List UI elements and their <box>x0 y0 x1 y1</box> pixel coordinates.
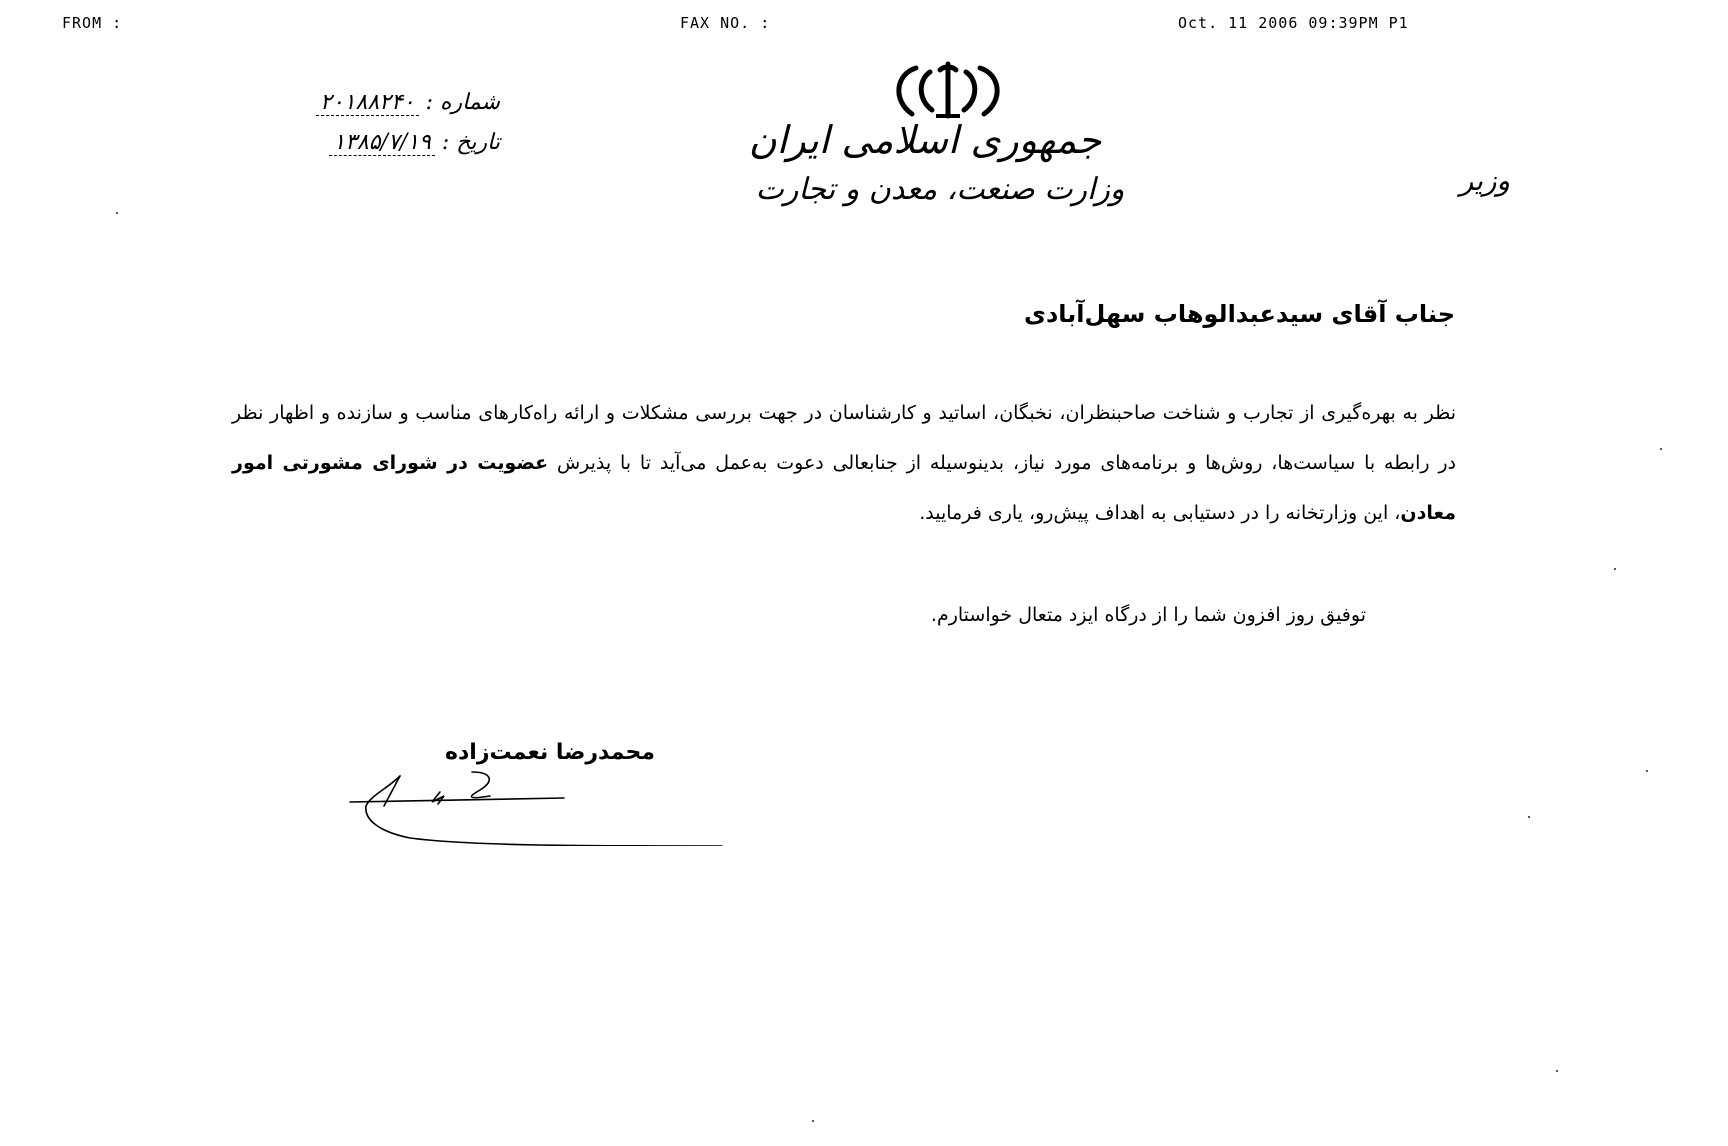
scan-speck <box>1646 770 1648 772</box>
reference-date-row <box>323 130 500 155</box>
addressee-line: جناب آقای سیدعبدالوهاب سهل‌آبادی <box>1023 300 1455 328</box>
letter-body-text: نظر به بهره‌گیری از تجارب و شناخت صاحبنظران، نخبگان، اساتید و کارشناسان در جهت بررسی مشکلات و ارائه راه‌کارهای مناسب و سازنده و اظهار نظر در رابطه با سیاست‌ها، روش‌ها و برنامه‌های مورد نیاز، بدینوسیله از جنابعالی دعوت به‌عمل می‌آید تا با پذیرش <box>232 402 1456 474</box>
signer-name: محمدرضا نعمت‌زاده <box>445 740 655 765</box>
fax-number-label: FAX NO. : <box>680 14 771 32</box>
iran-emblem-icon <box>886 60 1010 120</box>
fax-from-label: FROM : <box>62 14 123 32</box>
reference-number-row <box>310 90 500 115</box>
reference-date-label: تاریخ : <box>441 130 500 155</box>
fax-datetime: Oct. 11 2006 09:39PM P1 <box>1178 14 1409 32</box>
minister-title: وزیر <box>1459 164 1510 197</box>
letter-body-bold: عضویت در شورای مشورتی امور معادن <box>232 452 1456 524</box>
closing-line: توفیق روز افزون شما را از درگاه ایزد متعال خواستارم. <box>930 604 1366 626</box>
letter-body <box>232 388 1456 538</box>
country-name: جمهوری اسلامی ایران <box>748 118 1102 162</box>
scan-speck <box>1556 1070 1558 1072</box>
handwritten-signature <box>340 766 740 846</box>
scan-speck <box>812 1120 814 1122</box>
ministry-name: وزارت صنعت، معدن و تجارت <box>755 172 1125 207</box>
reference-number-value: ۲۰۱۸۸۲۴۰ <box>316 90 419 116</box>
scan-speck <box>1660 448 1662 450</box>
scan-speck <box>116 212 118 214</box>
scan-speck <box>1614 568 1616 570</box>
letter-body-text-end: ، این وزارتخانه را در دستیابی به اهداف پیش‌رو، یاری فرمایید. <box>919 502 1401 524</box>
reference-number-label: شماره : <box>425 90 500 115</box>
reference-date-value: ۱۳۸۵/۷/۱۹ <box>329 130 435 156</box>
scan-speck <box>1528 816 1530 818</box>
